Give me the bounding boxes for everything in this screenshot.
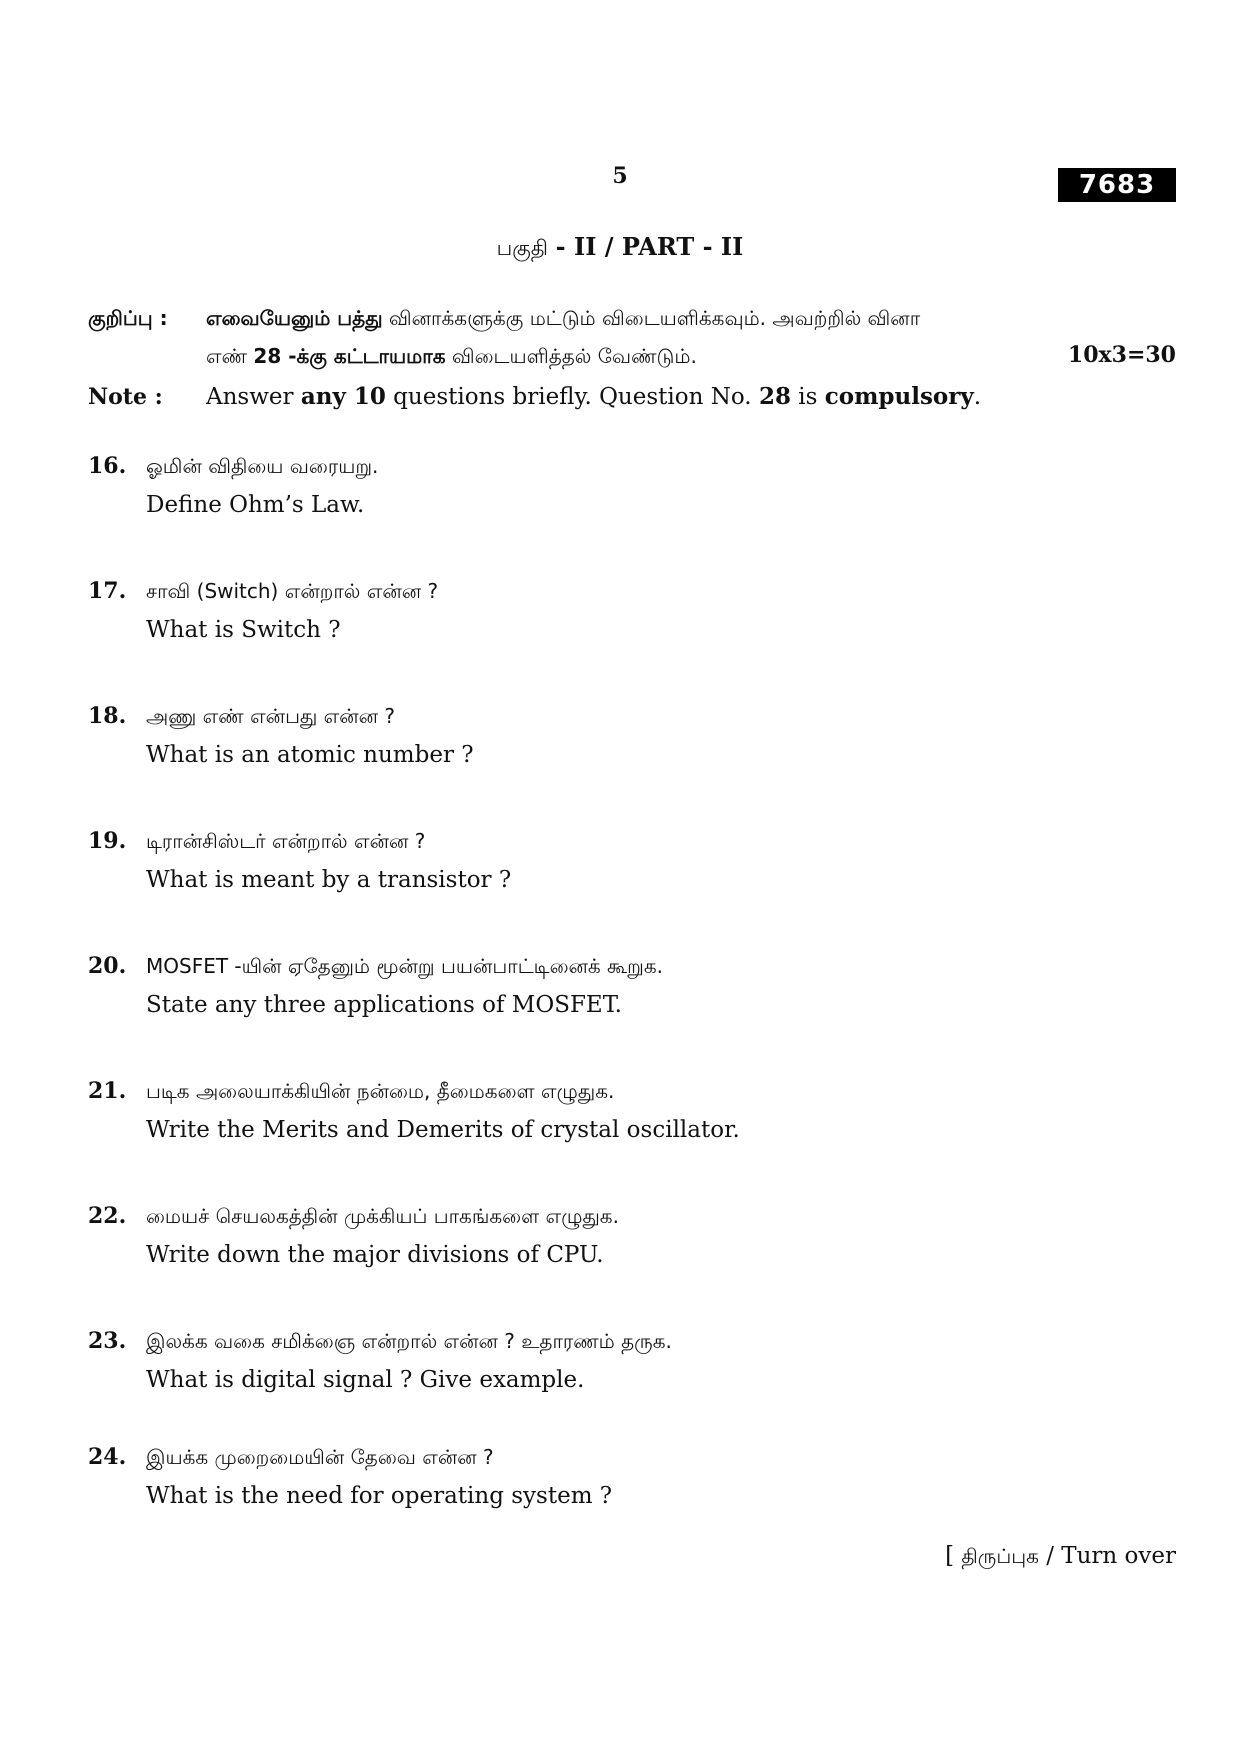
question-tamil: அணு எண் என்பது என்ன ? — [146, 704, 396, 728]
question-tamil: ஓமின் விதியை வரையறு. — [146, 454, 379, 478]
tamil-note-text-2b: விடையளித்தல் வேண்டும். — [445, 344, 697, 368]
question-tamil: படிக அலையாக்கியின் நன்மை, தீமைகளை எழுதுக. — [146, 1079, 615, 1103]
english-note-label: Note : — [88, 384, 163, 410]
question-english: Write the Merits and Demerits of crystal oscillator. — [146, 1117, 740, 1143]
question-english: What is Switch ? — [146, 617, 341, 643]
english-note-text — [206, 383, 981, 410]
question-tamil: மையச் செயலகத்தின் முக்கியப் பாகங்களை எழுதுக. — [146, 1204, 619, 1228]
tamil-note-line-2 — [206, 344, 697, 371]
question-number: 18. — [88, 703, 127, 729]
turn-over-english: / Turn over — [1038, 1543, 1176, 1569]
question-english: State any three applications of MOSFET. — [146, 992, 622, 1018]
question-number: 17. — [88, 578, 127, 604]
english-note-bold-1: any 10 — [300, 383, 386, 410]
question-number: 21. — [88, 1078, 127, 1104]
tamil-note-bold-2: 28 -க்கு கட்டாயமாக — [253, 344, 446, 368]
question-number: 22. — [88, 1203, 127, 1229]
tamil-note-text-1: வினாக்களுக்கு மட்டும் விடையளிக்கவும். அவற்றில் வினா — [382, 306, 921, 330]
question-english: Write down the major divisions of CPU. — [146, 1242, 604, 1268]
question-tamil: இயக்க முறைமையின் தேவை என்ன ? — [146, 1445, 494, 1469]
marks-allocation: 10x3=30 — [1067, 342, 1176, 368]
english-note-part-4: . — [973, 384, 982, 410]
question-number: 16. — [88, 453, 127, 479]
english-note-bold-2: 28 — [758, 383, 791, 410]
question-tamil: டிரான்சிஸ்டர் என்றால் என்ன ? — [146, 829, 426, 853]
part-title-tamil: பகுதி — [496, 236, 549, 260]
part-title — [0, 232, 1240, 263]
question-tamil: இலக்க வகை சமிக்ஞை என்றால் என்ன ? உதாரணம் தருக. — [146, 1329, 672, 1353]
tamil-note-line-1 — [206, 306, 920, 333]
question-english: What is digital signal ? Give example. — [146, 1367, 585, 1393]
english-note-bold-3: compulsory — [824, 383, 974, 410]
english-note-part-1: Answer — [206, 384, 301, 410]
english-note-part-3: is — [790, 384, 825, 410]
turn-over-tamil: திருப்புக — [961, 1544, 1039, 1568]
english-note-part-2: questions briefly. Question No. — [385, 384, 759, 410]
question-english: What is meant by a transistor ? — [146, 867, 512, 893]
part-title-english: - II / PART - II — [555, 232, 744, 261]
turn-over-footer — [945, 1543, 1176, 1571]
paper-code-badge: 7683 — [1058, 168, 1176, 202]
question-english: Define Ohm’s Law. — [146, 492, 365, 518]
tamil-note-bold-1: எவையேனும் பத்து — [206, 306, 383, 330]
question-number: 23. — [88, 1328, 127, 1354]
question-tamil: MOSFET -யின் ஏதேனும் மூன்று பயன்பாட்டினைக் கூறுக. — [146, 954, 663, 978]
question-number: 24. — [88, 1444, 127, 1470]
tamil-note-text-2a: எண் — [206, 344, 254, 368]
tamil-note-label: குறிப்பு : — [88, 306, 168, 330]
question-number: 20. — [88, 953, 127, 979]
question-tamil: சாவி (Switch) என்றால் என்ன ? — [146, 579, 439, 603]
question-number: 19. — [88, 828, 127, 854]
turn-over-bracket: [ — [945, 1543, 962, 1569]
question-english: What is the need for operating system ? — [146, 1483, 613, 1509]
question-english: What is an atomic number ? — [146, 742, 474, 768]
page-number: 5 — [612, 163, 628, 189]
